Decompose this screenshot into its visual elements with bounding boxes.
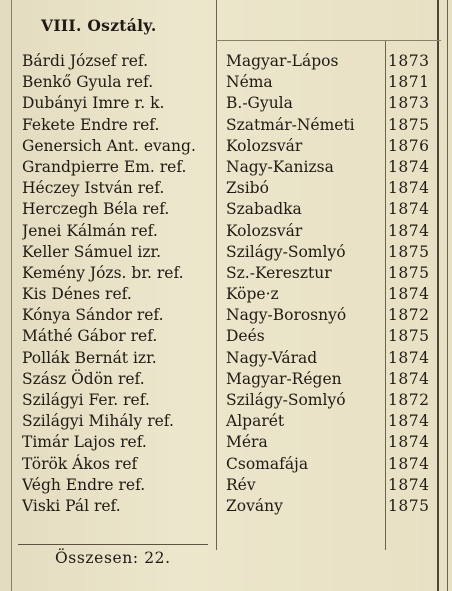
birth-year: 1874 bbox=[388, 369, 430, 388]
student-city: Magyar-Lápos bbox=[226, 52, 339, 70]
birth-year: 1874 bbox=[388, 433, 430, 452]
student-name: Timár Lajos ref. bbox=[22, 433, 147, 452]
student-city: Kolozsvár bbox=[226, 136, 303, 155]
table-row bbox=[0, 369, 452, 390]
table-row bbox=[0, 454, 452, 475]
birth-year: 1874 bbox=[388, 157, 430, 176]
table-row bbox=[0, 178, 452, 199]
birth-year: 1872 bbox=[388, 306, 430, 325]
student-name: Fekete Endre ref. bbox=[22, 115, 160, 134]
table-row bbox=[0, 72, 452, 93]
birth-year: 1875 bbox=[388, 496, 430, 515]
student-city: Méra bbox=[226, 433, 268, 452]
table-row bbox=[0, 136, 452, 157]
student-name: Bárdi József ref. bbox=[22, 52, 149, 70]
student-city: Deés bbox=[226, 327, 265, 346]
student-city: Nagy-Borosnyó bbox=[226, 306, 347, 325]
student-city: Szatmár-Németi bbox=[226, 115, 355, 134]
total-rule bbox=[18, 544, 208, 545]
birth-year: 1875 bbox=[388, 115, 430, 134]
table-row bbox=[0, 326, 452, 347]
student-city: Rév bbox=[226, 475, 256, 494]
student-city: Alparét bbox=[226, 412, 285, 431]
section-title: VIII. Osztály. bbox=[41, 16, 157, 35]
student-city: Sz.-Keresztur bbox=[226, 263, 332, 282]
student-city: Köpe·z bbox=[226, 285, 279, 304]
student-name: Dubányi Imre r. k. bbox=[22, 94, 165, 113]
student-name: Szilágyi Fer. ref. bbox=[22, 391, 150, 409]
table-row bbox=[0, 199, 452, 220]
birth-year: 1876 bbox=[388, 136, 430, 155]
student-list bbox=[0, 51, 452, 517]
birth-year: 1874 bbox=[388, 475, 430, 494]
birth-year: 1874 bbox=[388, 454, 430, 473]
student-name: Máthé Gábor ref. bbox=[22, 327, 158, 346]
student-name: Genersich Ant. evang. bbox=[22, 136, 196, 155]
student-name: Szász Ödön ref. bbox=[22, 369, 145, 388]
student-name: Kemény Józs. br. ref. bbox=[22, 263, 184, 282]
table-row bbox=[0, 221, 452, 242]
student-name: Benkő Gyula ref. bbox=[22, 73, 154, 92]
table-row bbox=[0, 157, 452, 178]
birth-year: 1871 bbox=[388, 73, 430, 92]
student-city: B.-Gyula bbox=[226, 94, 293, 113]
birth-year: 1875 bbox=[388, 263, 430, 282]
birth-year: 1875 bbox=[388, 327, 430, 346]
birth-year: 1874 bbox=[388, 221, 430, 240]
header-rule bbox=[216, 40, 441, 41]
student-city: Szabadka bbox=[226, 200, 302, 219]
table-row bbox=[0, 51, 452, 72]
student-city: Magyar-Régen bbox=[226, 369, 342, 388]
table-row bbox=[0, 115, 452, 136]
table-row bbox=[0, 93, 452, 114]
student-name: Szilágyi Mihály ref. bbox=[22, 412, 174, 431]
student-city: Szilágy-Somlyó bbox=[226, 242, 346, 261]
table-row bbox=[0, 284, 452, 305]
table-row bbox=[0, 475, 452, 496]
student-city: Néma bbox=[226, 73, 273, 92]
table-row bbox=[0, 411, 452, 432]
birth-year: 1875 bbox=[388, 242, 430, 261]
table-row bbox=[0, 348, 452, 369]
student-name: Kónya Sándor ref. bbox=[22, 306, 164, 325]
table-row bbox=[0, 263, 452, 284]
student-name: Héczey István ref. bbox=[22, 179, 165, 198]
student-city: Nagy-Kanizsa bbox=[226, 157, 334, 176]
birth-year: 1874 bbox=[388, 179, 430, 198]
student-name: Végh Endre ref. bbox=[22, 475, 146, 494]
table-row bbox=[0, 496, 452, 517]
student-name: Herczegh Béla ref. bbox=[22, 200, 170, 219]
table-row bbox=[0, 390, 452, 411]
birth-year: 1874 bbox=[388, 348, 430, 367]
student-name: Török Ákos ref bbox=[22, 454, 138, 473]
student-city: Nagy-Várad bbox=[226, 348, 318, 367]
student-city: Szilágy-Somlyó bbox=[226, 391, 346, 409]
student-city: Csomafája bbox=[226, 454, 309, 473]
student-name: Viski Pál ref. bbox=[22, 496, 121, 515]
student-city: Kolozsvár bbox=[226, 221, 303, 240]
student-city: Zovány bbox=[226, 496, 283, 515]
birth-year: 1873 bbox=[388, 94, 430, 113]
birth-year: 1874 bbox=[388, 412, 430, 431]
birth-year: 1874 bbox=[388, 200, 430, 219]
table-row bbox=[0, 242, 452, 263]
student-name: Kis Dénes ref. bbox=[22, 285, 132, 304]
total-count: Összesen: 22. bbox=[55, 549, 171, 567]
birth-year: 1872 bbox=[388, 391, 430, 409]
birth-year: 1874 bbox=[388, 285, 430, 304]
student-name: Jenei Kálmán ref. bbox=[22, 221, 158, 240]
student-name: Grandpierre Em. ref. bbox=[22, 157, 187, 176]
student-city: Zsibó bbox=[226, 179, 269, 198]
birth-year: 1873 bbox=[388, 52, 430, 70]
student-name: Pollák Bernát izr. bbox=[22, 348, 157, 367]
table-row bbox=[0, 432, 452, 453]
table-row bbox=[0, 305, 452, 326]
student-name: Keller Sámuel izr. bbox=[22, 242, 162, 261]
